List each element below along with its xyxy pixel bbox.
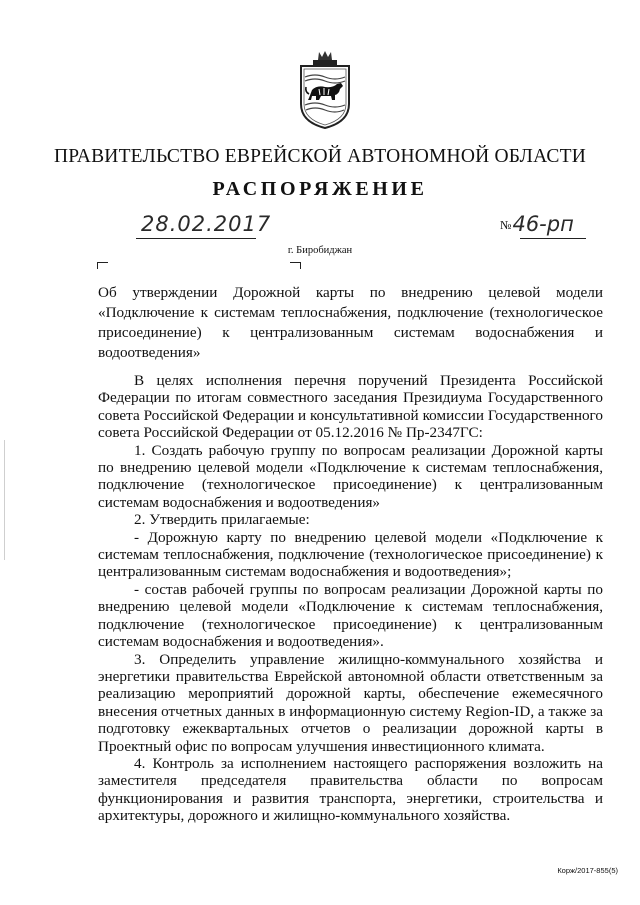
date-underline	[136, 238, 256, 239]
paragraph-item-2a: - Дорожную карту по внедрению целевой модели «Подключение к системам теплоснабжения, подключение (технологическое присоединение) к централизованным системам водоснабжения и водоотведения»;	[98, 528, 603, 581]
document-type-heading: РАСПОРЯЖЕНИЕ	[212, 178, 428, 200]
paragraph-item-3: 3. Определить управление жилищно-коммунального хозяйства и энергетики правительства Еврейской автономной области ответственным за реализацию мероприятий дорожной карты, обеспечение ежемесячного внесения отчетных данных в информационную систему Region-ID, а также за подготовку ежеквартальных отчетов о реализации дорожной карты в Проектный офис по вопросам улучшения инвестиционного климата.	[98, 650, 603, 755]
handwritten-number: 46-рп	[512, 212, 574, 236]
government-title: ПРАВИТЕЛЬСТВО ЕВРЕЙСКОЙ АВТОНОМНОЙ ОБЛАСТИ	[53, 146, 587, 167]
paragraph-item-2: 2. Утвердить прилагаемые:	[134, 511, 310, 529]
paragraph-item-4: 4. Контроль за исполнением настоящего распоряжения возложить на заместителя председателя правительства области по вопросам функционирования и развития транспорта, энергетики, строительства и архитектуры, дорожного и жилищно-коммунального хозяйства.	[98, 754, 603, 825]
document-number	[500, 212, 574, 236]
paragraph-preamble: В целях исполнения перечня поручений Президента Российской Федерации по итогам совместного заседания Президиума Государственного совета Российской Федерации и консультативной комиссии Государственного совета Российской Федерации от 05.12.2016 № Пр-2347ГС:	[98, 372, 603, 442]
footer-registration-code: Корж/2017-855(5)	[557, 866, 618, 875]
number-sign: №	[500, 218, 512, 232]
handwritten-date: 28.02.2017	[141, 212, 272, 236]
paragraph-item-2b: - состав рабочей группы по вопросам реализации Дорожной карты по внедрению целевой модели «Подключение к системам теплоснабжения, подключение (технологическое присоединение) к централизованным системам водоснабжения и водоотведения».	[98, 580, 603, 651]
number-underline	[520, 238, 586, 239]
scan-edge-mark	[4, 440, 5, 560]
coat-of-arms-emblem-icon	[295, 50, 355, 130]
document-body	[98, 372, 603, 825]
city-label: г. Биробиджан	[287, 245, 353, 256]
title-bracket-left	[97, 262, 108, 269]
title-bracket-right	[290, 262, 301, 269]
paragraph-item-1: 1. Создать рабочую группу по вопросам реализации Дорожной карты по внедрению целевой модели «Подключение к системам теплоснабжения, подключение (технологическое присоединение) к централизованным системам водоснабжения и водоотведения»	[98, 441, 603, 511]
document-subject-title: Об утверждении Дорожной карты по внедрению целевой модели «Подключение к системам теплоснабжения, подключение (технологическое присоединение) к централизованным системам водоснабжения и водоотведения»	[98, 284, 603, 361]
